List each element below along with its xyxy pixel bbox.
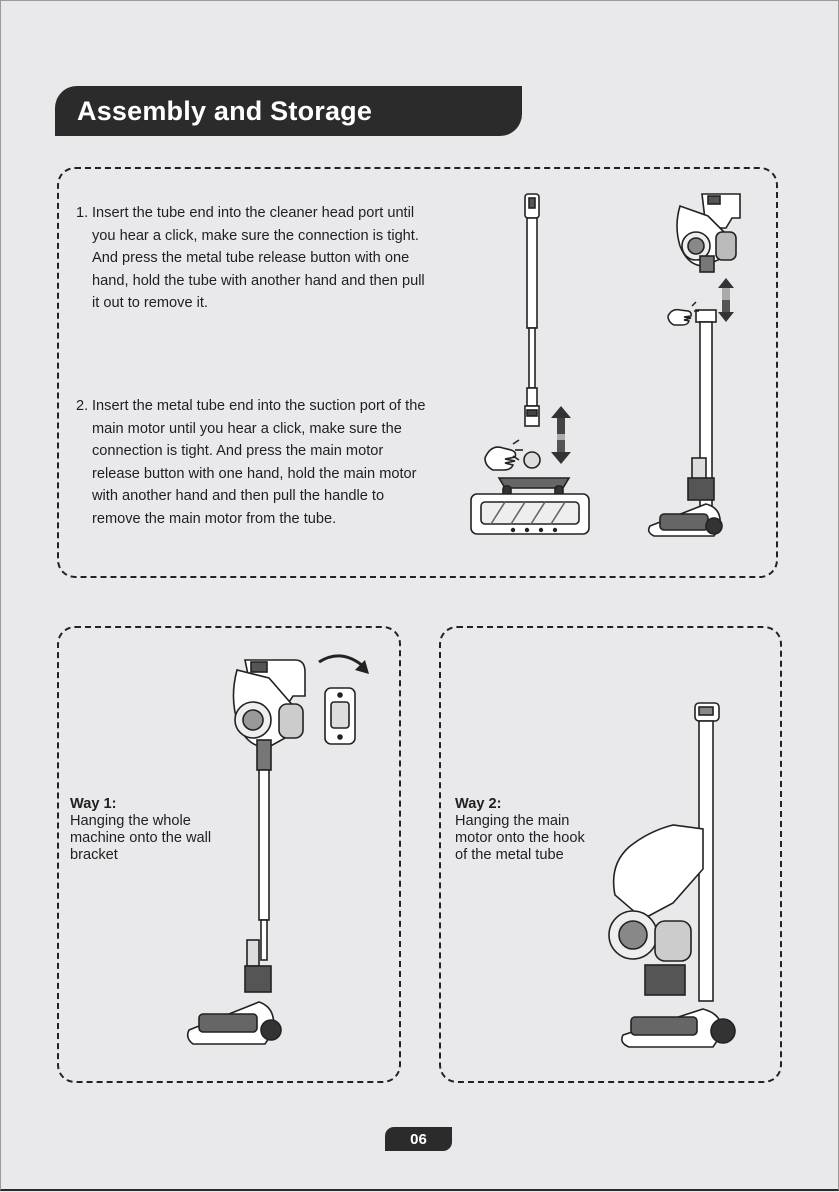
step-1-instruction <box>76 202 426 315</box>
curved-arrow-icon <box>319 656 369 674</box>
way-2-text: Hanging the main motor onto the hook of the metal tube <box>455 813 585 863</box>
way-2-title: Way 2: <box>455 796 502 812</box>
page-number-badge <box>385 1127 452 1151</box>
down-arrow-icon <box>551 434 571 464</box>
section-title: Assembly and Storage <box>77 95 373 126</box>
wall-hanging-illustration <box>185 640 385 1060</box>
tube-hook-illustration <box>595 695 745 1055</box>
step-2-instruction <box>76 395 428 530</box>
page-number: 06 <box>410 1130 427 1148</box>
step-2-number: 2. <box>76 398 89 414</box>
up-arrow-icon <box>551 406 571 434</box>
motor-into-tube-illustration <box>640 186 760 550</box>
press-hand-icon <box>485 440 523 470</box>
wall-bracket-icon <box>325 688 355 744</box>
tube-into-head-illustration <box>465 188 595 548</box>
step-1-number: 1. <box>76 205 89 221</box>
press-hand-icon <box>668 302 699 325</box>
section-header-banner <box>55 86 522 136</box>
step-1-text: Insert the tube end into the cleaner head port until you hear a click, make sure the connection is tight. And press the metal tube release button with one hand, hold the tube with another hand and then pull it out to remove it. <box>92 205 425 311</box>
way-2-caption <box>455 796 597 864</box>
step-2-text: Insert the metal tube end into the suction port of the main motor until you hear a click, make sure the connection is tight. And press the main motor release button with one hand, hold the main motor with another hand and then pull the handle to remove the main motor from the tube. <box>92 398 426 527</box>
way-1-title: Way 1: <box>70 796 117 812</box>
down-arrow-icon <box>718 300 734 322</box>
way-1-text: Hanging the whole machine onto the wall bracket <box>70 813 212 863</box>
up-arrow-icon <box>718 278 734 300</box>
